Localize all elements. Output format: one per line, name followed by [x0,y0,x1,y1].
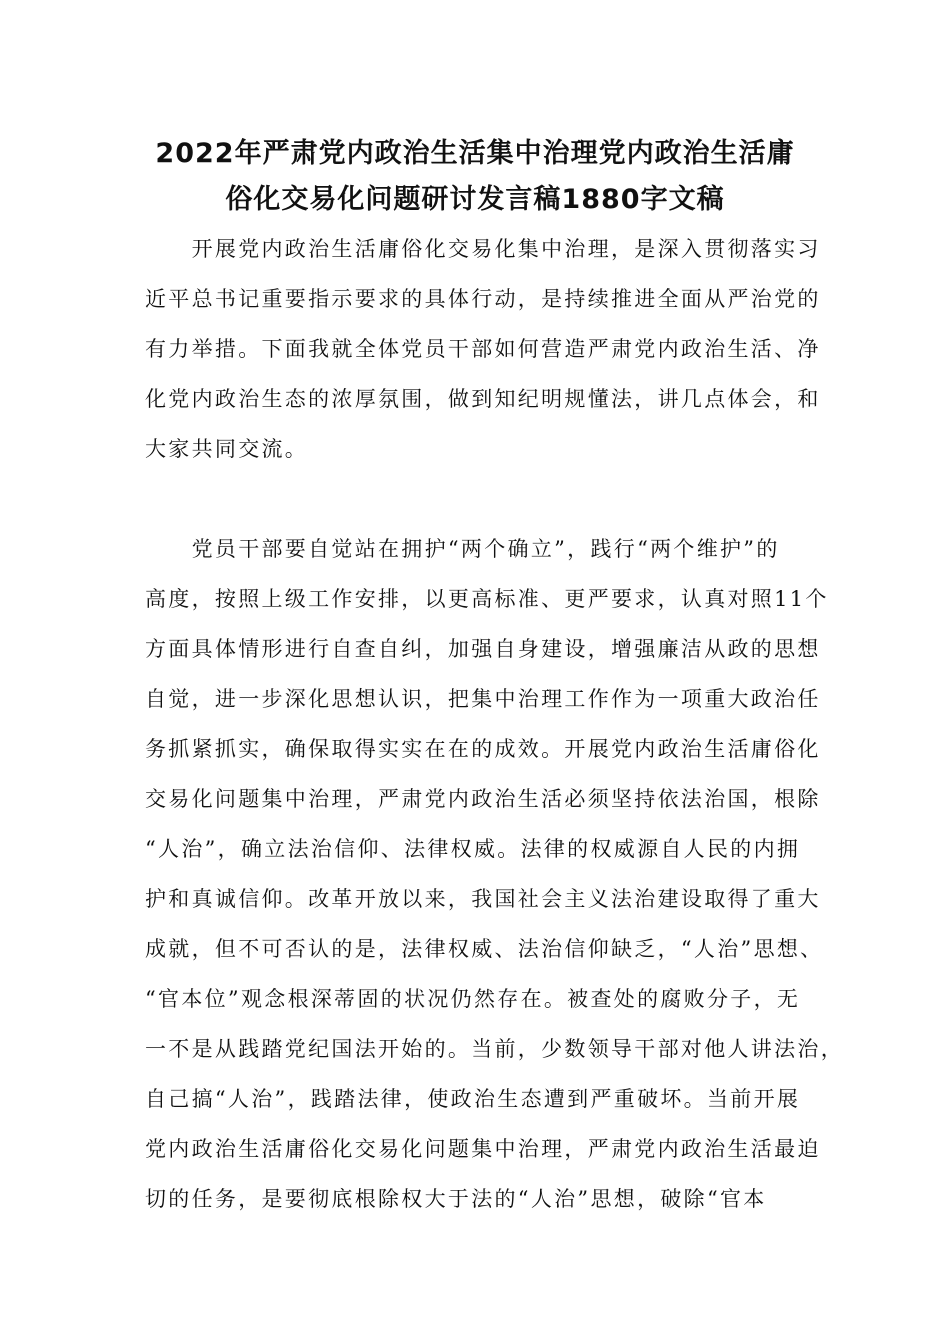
paragraph-line: 务抓紧抓实，确保取得实实在在的成效。开展党内政治生活庸俗化 [145,737,821,761]
paragraph-line: 有力举措。下面我就全体党员干部如何营造严肃党内政治生活、净 [145,337,821,361]
document-title-line-1: 2022年严肃党内政治生活集中治理党内政治生活庸 [155,138,795,169]
paragraph-line: 护和真诚信仰。改革开放以来，我国社会主义法治建设取得了重大 [145,887,821,911]
paragraph-line: 方面具体情形进行自查自纠，加强自身建设，增强廉洁从政的思想 [145,637,821,661]
paragraph-line: 自己搞“人治”，践踏法律，使政治生态遭到严重破坏。当前开展 [145,1087,801,1111]
paragraph-line: “官本位”观念根深蒂固的状况仍然存在。被查处的腐败分子，无 [145,987,801,1011]
paragraph-line: 化党内政治生态的浓厚氛围，做到知纪明规懂法，讲几点体会，和 [145,387,821,411]
paragraph-line: 一不是从践踏党纪国法开始的。当前，少数领导干部对他人讲法治， [145,1037,844,1061]
paragraph-line: 党员干部要自觉站在拥护“两个确立”，践行“两个维护”的 [145,537,780,561]
paragraph-line: 成就，但不可否认的是，法律权威、法治信仰缺乏，“人治”思想、 [145,937,824,961]
paragraph-line: 高度，按照上级工作安排，以更高标准、更严要求，认真对照11个 [145,587,829,611]
document-title-line-2: 俗化交易化问题研讨发言稿1880字文稿 [225,184,725,215]
paragraph-line: 开展党内政治生活庸俗化交易化集中治理，是深入贯彻落实习 [145,237,821,261]
paragraph-line: 党内政治生活庸俗化交易化问题集中治理，严肃党内政治生活最迫 [145,1137,821,1161]
paragraph-line: 自觉，进一步深化思想认识，把集中治理工作作为一项重大政治任 [145,687,821,711]
paragraph-line: 近平总书记重要指示要求的具体行动，是持续推进全面从严治党的 [145,287,821,311]
paragraph-line: 切的任务，是要彻底根除权大于法的“人治”思想，破除“官本 [145,1187,767,1211]
paragraph-line: 大家共同交流。 [145,437,309,461]
paragraph-line: 交易化问题集中治理，严肃党内政治生活必须坚持依法治国，根除 [145,787,821,811]
paragraph-line: “人治”，确立法治信仰、法律权威。法律的权威源自人民的内拥 [145,837,801,861]
